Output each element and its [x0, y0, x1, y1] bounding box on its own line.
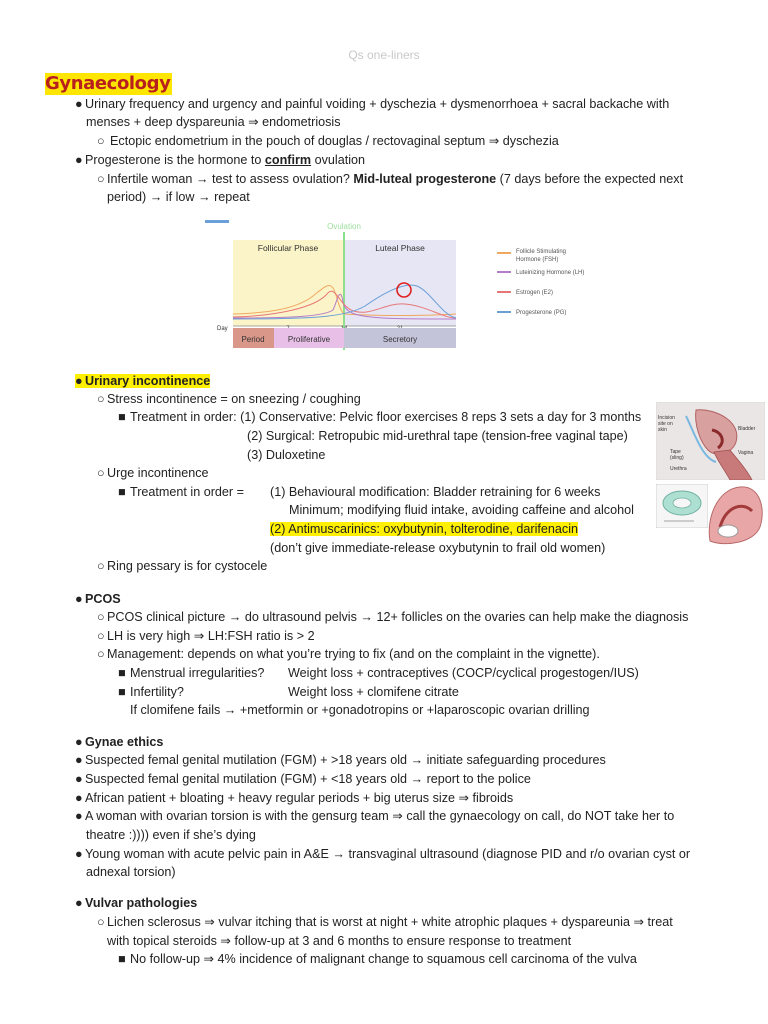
list-item-continuation: (1) Behavioural modification: Bladder retraining for 6 weeks	[270, 485, 601, 499]
list-item: ● A woman with ovarian torsion is with the gensurg team ⇒ call the gynaecology on call, do NOT take her to	[75, 809, 675, 823]
diagram-label-tape: (sling)	[670, 455, 684, 461]
secretory-label: Secretory	[382, 335, 418, 344]
legend-label-fsh: Follicle Stimulating	[516, 249, 567, 255]
list-item-continuation: Minimum; modifying fluid intake, avoiding caffeine and alcohol	[289, 503, 634, 517]
ring-pessary-image	[656, 484, 708, 528]
legend-label-lh: Luteinizing Hormone (LH)	[516, 270, 585, 276]
list-item: ○ Management: depends on what you’re trying to fix (and on the complaint in the vignette).	[97, 647, 600, 661]
section-heading-pcos: ● PCOS	[75, 592, 121, 606]
list-item: ● Urinary frequency and urgency and painful voiding + dyschezia + dysmenorrhoea + sacral backache with	[75, 97, 670, 111]
highlighted-text: (2) Antimuscarinics: oxybutynin, tolterodine, darifenacin	[270, 522, 578, 536]
list-item-continuation: adnexal torsion)	[86, 865, 176, 879]
list-item: ○ Lichen sclerosus ⇒ vulvar itching that is worst at night + white atrophic plaques + dyspareunia ⇒ treat	[97, 915, 673, 929]
diagram-label: skin	[658, 427, 667, 433]
caption-line	[664, 520, 694, 522]
list-item: ● Young woman with acute pelvic pain in A&E → transvaginal ultrasound (diagnose PID and r/o ovarian cyst or	[75, 847, 691, 861]
list-item: ○ Stress incontinence = on sneezing / coughing	[97, 392, 361, 406]
proliferative-label: Proliferative	[287, 335, 331, 344]
page-title: Gynaecology	[45, 73, 171, 94]
day-label: Day	[217, 326, 228, 332]
list-item-continuation: period) → if low → repeat	[107, 190, 250, 204]
list-item: ● Suspected femal genital mutilation (FGM) + <18 years old → report to the police	[75, 772, 531, 786]
list-item-continuation: (don’t give immediate-release oxybutynin to frail old women)	[270, 541, 606, 555]
pessary-hole	[673, 498, 691, 508]
luteal-phase-label: Luteal Phase	[375, 243, 425, 253]
list-item-continuation: Weight loss + contraceptives (COCP/cyclical progestogen/IUS)	[288, 666, 639, 680]
chart-fragment	[205, 220, 229, 223]
diagram-label-urethra: Urethra	[670, 466, 687, 472]
section-heading-gynae-ethics: ● Gynae ethics	[75, 735, 164, 749]
list-item-continuation: (3) Duloxetine	[247, 448, 326, 462]
follicular-phase-label: Follicular Phase	[257, 243, 319, 253]
section-heading-vulvar-pathologies: ● Vulvar pathologies	[75, 896, 198, 910]
list-item: ○ Ectopic endometrium in the pouch of douglas / rectovaginal septum ⇒ dyschezia	[97, 134, 559, 148]
vaginal-tape-diagram	[656, 402, 765, 480]
list-item-continuation: theatre :)))) even if she’s dying	[86, 828, 256, 842]
pessary-placement-image	[704, 481, 766, 547]
diagram-label: site on	[658, 421, 673, 427]
diagram-label-bladder: Bladder	[738, 426, 756, 432]
list-item: ■ Treatment in order =	[118, 485, 244, 499]
list-item: ● Suspected femal genital mutilation (FGM) + >18 years old → initiate safeguarding procedures	[75, 753, 606, 767]
legend-label-fsh-line2: Hormone (FSH)	[516, 257, 559, 263]
list-item: ● African patient + bloating + heavy regular periods + big uterus size ⇒ fibroids	[75, 791, 514, 805]
list-item: ○ PCOS clinical picture → do ultrasound pelvis → 12+ follicles on the ovaries can help make the diagnosis	[97, 610, 689, 624]
list-item: ○ Infertile woman → test to assess ovulation? Mid-luteal progesterone (7 days before the expected next	[97, 172, 684, 186]
period-label: Period	[241, 335, 265, 344]
list-item-continuation: menses + deep dyspareunia ⇒ endometriosis	[86, 115, 341, 129]
list-item-continuation: with topical steroids ⇒ follow-up at 3 and 6 months to ensure response to treatment	[107, 934, 572, 948]
list-item: ■ Infertility?	[118, 685, 184, 699]
list-item: ■ Treatment in order: (1) Conservative: Pelvic floor exercises 8 reps 3 sets a day for 3 months	[118, 410, 642, 424]
list-item: ○ Ring pessary is for cystocele	[97, 559, 268, 573]
ovulation-label: Ovulation	[327, 222, 361, 231]
diagram-label: Incision	[658, 415, 675, 421]
list-item: ● Progesterone is the hormone to confirm ovulation	[75, 153, 366, 167]
list-item-continuation: Weight loss + clomifene citrate	[288, 685, 459, 699]
pessary-in-place	[718, 525, 738, 537]
menstrual-cycle-chart	[205, 218, 605, 352]
diagram-label-tape: Tape	[670, 449, 681, 455]
list-item: ■ No follow-up ⇒ 4% incidence of malignant change to squamous cell carcinoma of the vulva	[118, 952, 637, 966]
list-item: ○ Urge incontinence	[97, 466, 209, 480]
document-header: Qs one-liners	[348, 48, 420, 62]
list-item: ○ LH is very high ⇒ LH:FSH ratio is > 2	[97, 629, 315, 643]
legend-label-progesterone: Progesterone (PG)	[516, 310, 567, 316]
list-item: ■ Menstrual irregularities?	[118, 666, 265, 680]
diagram-label-vagina: Vagina	[738, 450, 754, 456]
list-item-continuation: If clomifene fails → +metformin or +gonadotropins or +laparoscopic ovarian drilling	[130, 703, 590, 717]
list-item-continuation: (2) Surgical: Retropubic mid-urethral tape (tension-free vaginal tape)	[247, 429, 628, 443]
legend-label-estrogen: Estrogen (E2)	[516, 290, 554, 296]
section-heading-urinary-incontinence: ● Urinary incontinence	[75, 374, 211, 388]
